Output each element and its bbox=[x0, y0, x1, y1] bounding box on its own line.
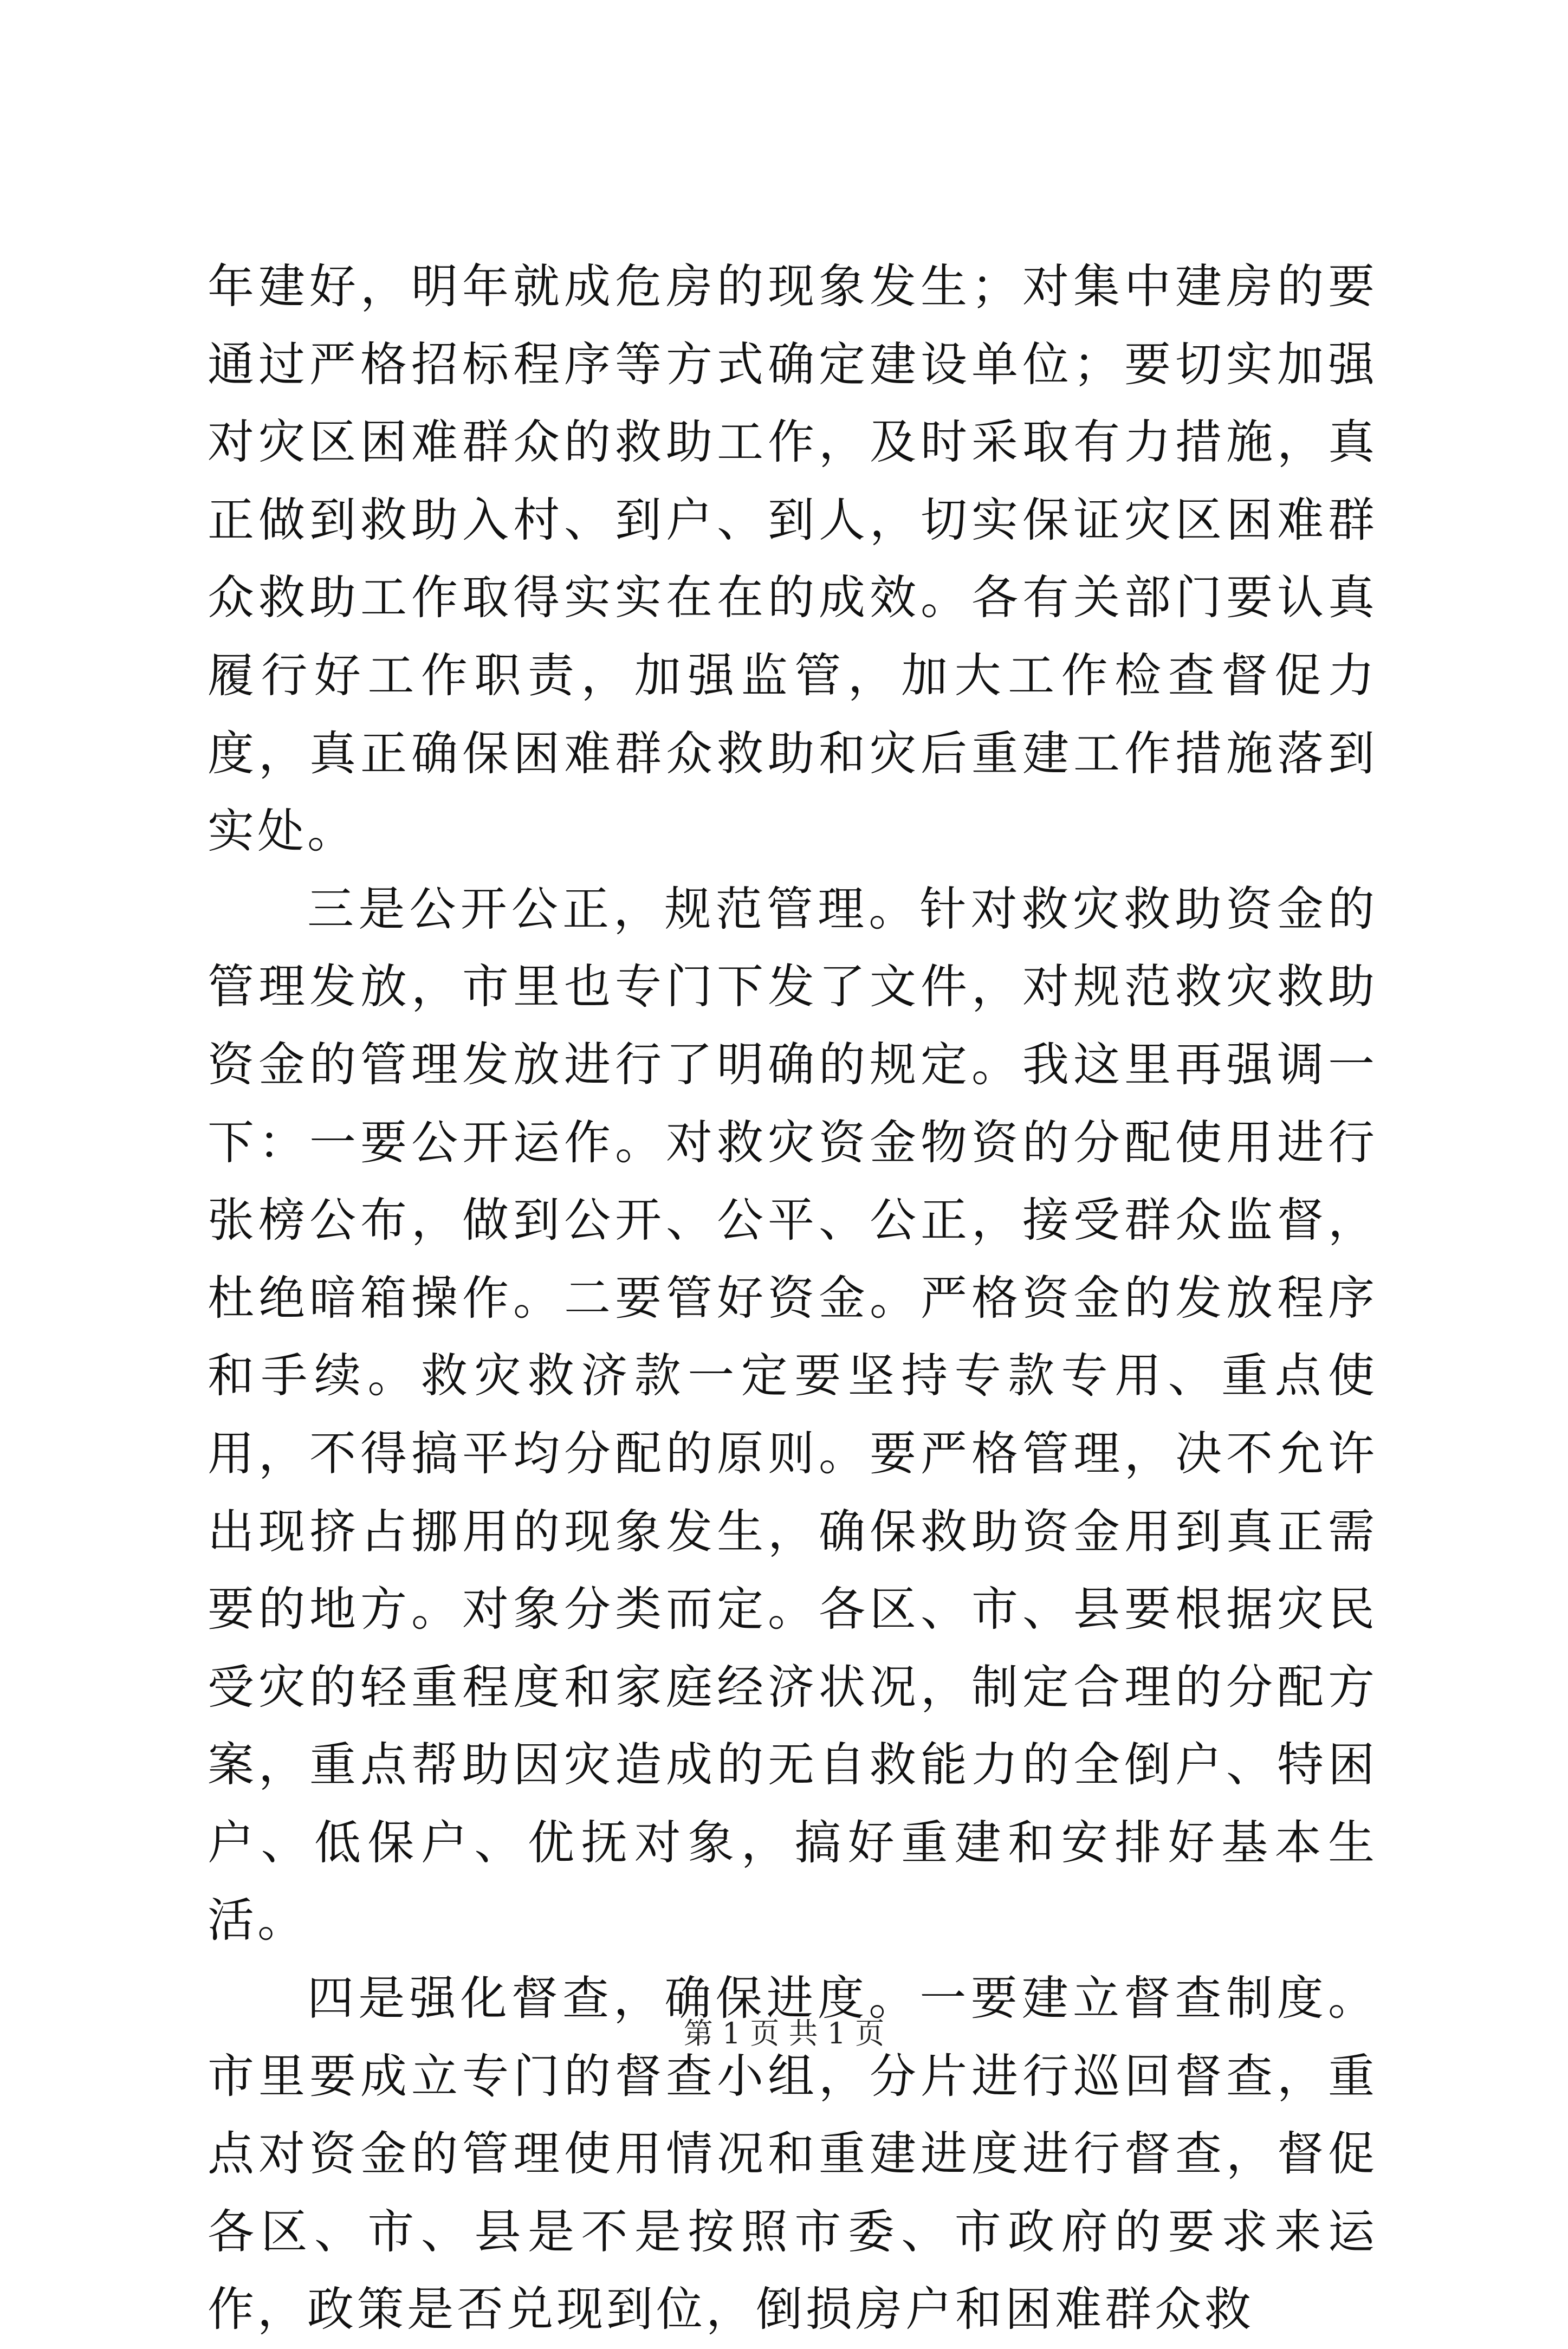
paragraph-2: 三是公开公正，规范管理。针对救灾救助资金的管理发放，市里也专门下发了文件，对规范救灾救助资金的管理发放进行了明确的规定。我这里再强调一下：一要公开运作。对救灾资金物资的分配使用进行张榜公布，做到公开、公平、公正，接受群众监督，杜绝暗箱操作。二要管好资金。严格资金的发放程序和手续。救灾救济款一定要坚持专款专用、重点使用，不得搞平均分配的原则。要严格管理，决不允许出现挤占挪用的现象发生，确保救助资金用到真正需要的地方。对象分类而定。各区、市、县要根据灾民受灾的轻重程度和家庭经济状况，制定合理的分配方案，重点帮助因灾造成的无自救能力的全倒户、特困户、低保户、优抚对象，搞好重建和安排好基本生活。 bbox=[208, 882, 1378, 1948]
page-footer bbox=[0, 2015, 1568, 2053]
paragraph-1: 年建好，明年就成危房的现象发生；对集中建房的要通过严格招标程序等方式确定建设单位；要切实加强对灾区困难群众的救助工作，及时采取有力措施，真正做到救助入村、到户、到人，切实保证灾区困难群众救助工作取得实实在在的成效。各有关部门要认真履行好工作职责，加强监管，加大工作检查督促力度，真正确保困难群众救助和灾后重建工作措施落到实处。 bbox=[208, 260, 1378, 859]
page-number-label: 第 1 页 共 1 页 bbox=[683, 2016, 885, 2050]
paragraph-3: 四是强化督查，确保进度。一要建立督查制度。市里要成立专门的督查小组，分片进行巡回督查，重点对资金的管理使用情况和重建进度进行督查，督促各区、市、县是不是按照市委、市政府的要求来运作，政策是否兑现到位，倒损房户和困难群众救 bbox=[208, 1971, 1378, 2337]
